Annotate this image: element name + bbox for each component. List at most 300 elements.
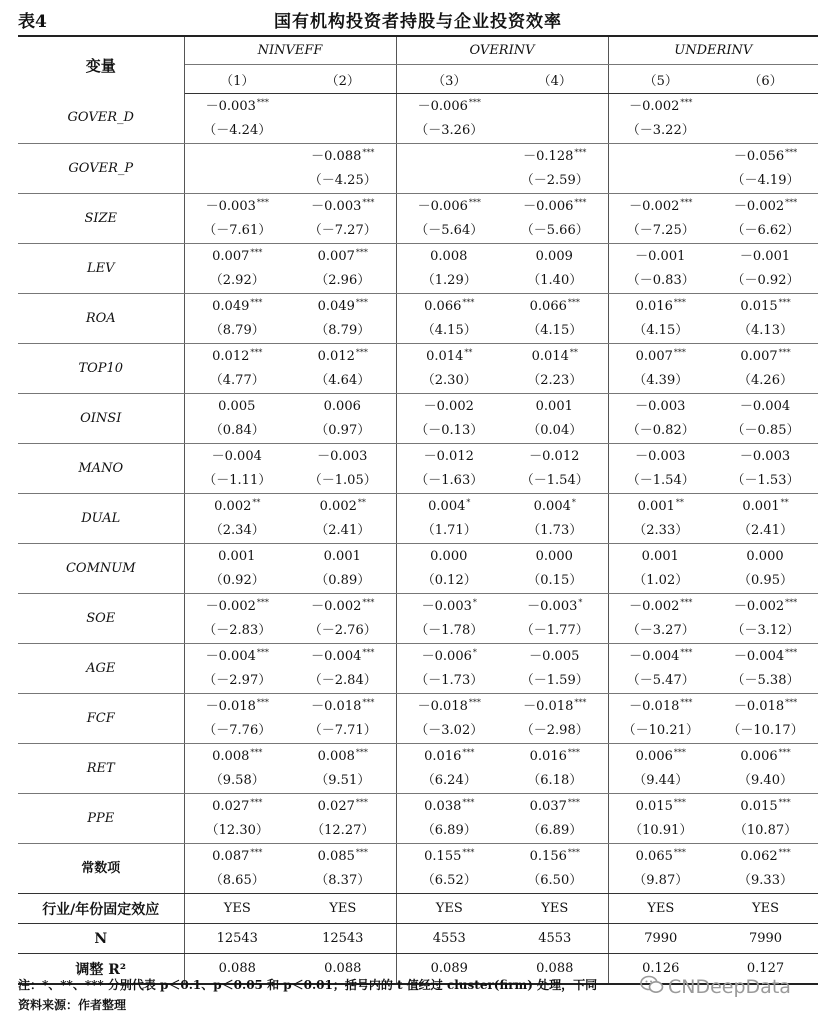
coefficient-cell	[396, 344, 502, 394]
t-statistic: （2.41）	[315, 523, 371, 538]
variable-name: RET	[18, 744, 184, 794]
coefficient-value: －0.128	[523, 149, 574, 165]
coefficient-cell	[502, 494, 608, 544]
variable-name: MANO	[18, 444, 184, 494]
significance-stars: ***	[567, 748, 580, 758]
coefficient-value: 0.000	[430, 549, 468, 565]
t-statistic: （9.51）	[315, 773, 371, 788]
coefficient-cell	[608, 144, 713, 194]
coefficient-cell	[396, 194, 502, 244]
coefficient-value: 0.008	[212, 749, 250, 765]
significance-stars: ***	[673, 798, 686, 808]
table-label: 表4	[18, 12, 47, 32]
coefficient-value: －0.003	[739, 449, 791, 465]
coefficient-value: 0.001	[323, 549, 361, 565]
coefficient-value: －0.018	[205, 699, 256, 715]
variable-name: AGE	[18, 644, 184, 694]
coefficient-cell	[713, 394, 818, 444]
coefficient-cell	[608, 844, 713, 894]
significance-stars: ***	[778, 348, 791, 358]
summary-value: 4553	[502, 924, 608, 954]
coefficient-cell	[184, 344, 290, 394]
regression-table	[18, 35, 818, 985]
t-statistic: （6.24）	[421, 773, 477, 788]
t-statistic: （－7.27）	[308, 223, 377, 238]
t-statistic: （4.13）	[738, 323, 793, 338]
coefficient-value: 0.016	[529, 749, 567, 765]
table-row	[18, 744, 818, 794]
significance-stars: ***	[256, 698, 269, 708]
t-statistic: （4.15）	[633, 323, 689, 338]
significance-stars: ***	[785, 648, 798, 658]
coefficient-value: －0.002	[311, 599, 362, 615]
significance-stars: ***	[362, 648, 375, 658]
coefficient-cell	[608, 494, 713, 544]
table-row	[18, 244, 818, 294]
coefficient-value: －0.018	[733, 699, 785, 715]
coefficient-value: 0.049	[317, 299, 355, 315]
t-statistic: （－0.13）	[415, 423, 484, 438]
coefficient-value: 0.008	[317, 749, 355, 765]
variable-name: ROA	[18, 294, 184, 344]
coefficient-value: 0.006	[323, 399, 361, 415]
t-statistic: （－4.19）	[731, 173, 800, 188]
summary-value: YES	[713, 894, 818, 924]
significance-stars: *	[472, 598, 477, 608]
t-statistic: （－10.21）	[622, 723, 699, 738]
variable-name: GOVER_P	[18, 144, 184, 194]
t-statistic: （6.52）	[421, 873, 477, 888]
coefficient-cell	[184, 394, 290, 444]
t-statistic: （2.34）	[209, 523, 265, 538]
coefficient-cell	[184, 94, 290, 144]
coefficient-value: －0.002	[629, 99, 680, 115]
coefficient-value: 0.015	[740, 799, 778, 815]
coefficient-cell	[290, 844, 396, 894]
significance-stars: ***	[362, 198, 375, 208]
t-statistic: （－3.27）	[626, 623, 695, 638]
coefficient-value: 0.016	[635, 299, 673, 315]
t-statistic: （10.87）	[733, 823, 798, 838]
t-statistic: （－3.26）	[415, 123, 484, 138]
significance-stars: ***	[256, 98, 269, 108]
t-statistic: （2.41）	[738, 523, 793, 538]
model-number: （2）	[290, 65, 396, 94]
watermark	[640, 975, 791, 1000]
table-row	[18, 294, 818, 344]
summary-value: 0.089	[396, 954, 502, 985]
t-statistic: （0.15）	[527, 573, 583, 588]
summary-label: 行业/年份固定效应	[18, 894, 184, 924]
group-header: NINVEFF	[184, 36, 396, 65]
coefficient-value: 0.027	[317, 799, 355, 815]
t-statistic: （－1.78）	[415, 623, 484, 638]
summary-value: YES	[608, 894, 713, 924]
coefficient-cell	[713, 794, 818, 844]
coefficient-cell	[713, 244, 818, 294]
table-row	[18, 194, 818, 244]
variable-name: TOP10	[18, 344, 184, 394]
summary-value: 0.126	[608, 954, 713, 985]
coefficient-cell	[713, 544, 818, 594]
coefficient-value: －0.003	[317, 449, 368, 465]
t-statistic: （－1.54）	[520, 473, 589, 488]
coefficient-cell	[713, 344, 818, 394]
coefficient-value: －0.001	[635, 249, 686, 265]
coefficient-cell	[502, 794, 608, 844]
coefficient-cell	[502, 144, 608, 194]
coefficient-value: 0.087	[212, 849, 250, 865]
variable-name: 常数项	[18, 844, 184, 894]
summary-value: 7990	[713, 924, 818, 954]
significance-stars: ***	[256, 198, 269, 208]
coefficient-value: 0.006	[740, 749, 778, 765]
t-statistic: （9.87）	[633, 873, 689, 888]
coefficient-value: 0.001	[535, 399, 573, 415]
significance-stars: ***	[778, 748, 791, 758]
t-statistic: （9.44）	[633, 773, 689, 788]
t-statistic: （－2.59）	[520, 173, 589, 188]
table-row	[18, 494, 818, 544]
coefficient-value: 0.001	[637, 499, 675, 515]
coefficient-value: －0.056	[733, 149, 785, 165]
coefficient-value: 0.062	[740, 849, 778, 865]
t-statistic: （－1.05）	[308, 473, 377, 488]
coefficient-value: －0.088	[311, 149, 362, 165]
coefficient-value: 0.007	[212, 249, 250, 265]
significance-stars: ***	[680, 598, 693, 608]
significance-stars: ***	[462, 848, 475, 858]
significance-stars: *	[472, 648, 477, 658]
significance-stars: ***	[250, 348, 263, 358]
coefficient-cell	[396, 844, 502, 894]
coefficient-value: －0.003	[635, 399, 686, 415]
significance-stars: ***	[462, 798, 475, 808]
significance-stars: ***	[574, 148, 587, 158]
t-statistic: （－2.76）	[308, 623, 377, 638]
table-row	[18, 844, 818, 894]
t-statistic: （6.89）	[421, 823, 477, 838]
table-row	[18, 344, 818, 394]
coefficient-value: －0.003	[311, 199, 362, 215]
coefficient-cell	[713, 644, 818, 694]
coefficient-cell	[396, 144, 502, 194]
coefficient-cell	[290, 744, 396, 794]
coefficient-value: 0.001	[641, 549, 679, 565]
summary-label: N	[18, 924, 184, 954]
coefficient-value: 0.001	[218, 549, 256, 565]
significance-stars: ***	[355, 748, 368, 758]
significance-stars: ***	[785, 198, 798, 208]
coefficient-cell	[608, 694, 713, 744]
t-statistic: （1.73）	[527, 523, 583, 538]
coefficient-cell	[502, 444, 608, 494]
t-statistic: （－1.11）	[203, 473, 272, 488]
group-header: OVERINV	[396, 36, 608, 65]
coefficient-cell	[184, 744, 290, 794]
coefficient-cell	[608, 194, 713, 244]
coefficient-cell	[502, 94, 608, 144]
t-statistic: （－6.62）	[731, 223, 800, 238]
significance-stars: ***	[778, 798, 791, 808]
t-statistic: （－3.12）	[731, 623, 800, 638]
coefficient-value: －0.003	[527, 599, 578, 615]
coefficient-cell	[608, 94, 713, 144]
coefficient-cell	[608, 244, 713, 294]
t-statistic: （－2.98）	[520, 723, 589, 738]
coefficient-cell	[184, 294, 290, 344]
variable-name: GOVER_D	[18, 94, 184, 144]
significance-stars: ***	[468, 198, 481, 208]
summary-value: 0.088	[184, 954, 290, 985]
model-number: （3）	[396, 65, 502, 94]
coefficient-cell	[290, 344, 396, 394]
coefficient-value: 0.015	[740, 299, 778, 315]
coefficient-value: 0.001	[742, 499, 780, 515]
coefficient-cell	[184, 494, 290, 544]
coefficient-cell	[184, 694, 290, 744]
t-statistic: （－4.24）	[203, 123, 272, 138]
significance-stars: ***	[256, 648, 269, 658]
significance-stars: **	[675, 498, 684, 508]
t-statistic: （－10.17）	[727, 723, 804, 738]
coefficient-cell	[713, 594, 818, 644]
significance-stars: *	[466, 498, 471, 508]
watermark-text: CNDeepData	[668, 976, 791, 998]
significance-stars: ***	[355, 798, 368, 808]
t-statistic: （－1.73）	[415, 673, 484, 688]
coefficient-cell	[184, 444, 290, 494]
coefficient-cell	[608, 744, 713, 794]
t-statistic: （12.27）	[311, 823, 375, 838]
significance-stars: ***	[250, 848, 263, 858]
table-row	[18, 594, 818, 644]
t-statistic: （9.58）	[209, 773, 265, 788]
significance-stars: ***	[574, 198, 587, 208]
coefficient-cell	[290, 644, 396, 694]
coefficient-cell	[396, 394, 502, 444]
coefficient-cell	[184, 844, 290, 894]
coefficient-cell	[502, 644, 608, 694]
significance-stars: ***	[355, 348, 368, 358]
t-statistic: （2.96）	[315, 273, 371, 288]
t-statistic: （－1.54）	[626, 473, 695, 488]
coefficient-value: 0.008	[430, 249, 468, 265]
coefficient-value: －0.004	[733, 649, 785, 665]
t-statistic: （4.77）	[209, 373, 265, 388]
coefficient-cell	[184, 594, 290, 644]
coefficient-cell	[290, 144, 396, 194]
t-statistic: （－5.47）	[626, 673, 695, 688]
coefficient-value: 0.004	[533, 499, 571, 515]
coefficient-cell	[608, 594, 713, 644]
significance-stars: ***	[785, 698, 798, 708]
model-number: （6）	[713, 65, 818, 94]
summary-value: 0.088	[290, 954, 396, 985]
coefficient-value: 0.085	[317, 849, 355, 865]
table-row	[18, 94, 818, 144]
t-statistic: （－1.77）	[520, 623, 589, 638]
coefficient-value: 0.049	[212, 299, 250, 315]
coefficient-value: 0.066	[424, 299, 462, 315]
coefficient-cell	[184, 144, 290, 194]
table-row	[18, 144, 818, 194]
coefficient-cell	[396, 94, 502, 144]
significance-stars: **	[569, 348, 578, 358]
header-row-groups	[18, 36, 818, 65]
variable-name: OINSI	[18, 394, 184, 444]
t-statistic: （1.40）	[527, 273, 583, 288]
coefficient-value: －0.006	[417, 199, 468, 215]
coefficient-value: 0.007	[740, 349, 778, 365]
t-statistic: （10.91）	[629, 823, 693, 838]
summary-row	[18, 924, 818, 954]
t-statistic: （－0.85）	[731, 423, 800, 438]
t-statistic: （2.92）	[209, 273, 265, 288]
t-statistic: （－1.53）	[731, 473, 800, 488]
t-statistic: （1.02）	[633, 573, 689, 588]
t-statistic: （2.30）	[421, 373, 477, 388]
t-statistic: （2.33）	[633, 523, 689, 538]
significance-stars: ***	[256, 598, 269, 608]
variable-name: DUAL	[18, 494, 184, 544]
significance-stars: ***	[567, 298, 580, 308]
t-statistic: （6.89）	[527, 823, 583, 838]
coefficient-value: 0.014	[531, 349, 569, 365]
coefficient-cell	[502, 294, 608, 344]
coefficient-value: 0.037	[529, 799, 567, 815]
table-row	[18, 444, 818, 494]
coefficient-value: －0.018	[523, 699, 574, 715]
t-statistic: （8.79）	[209, 323, 265, 338]
t-statistic: （12.30）	[205, 823, 269, 838]
coefficient-cell	[290, 444, 396, 494]
coefficient-value: 0.000	[535, 549, 573, 565]
t-statistic: （6.18）	[527, 773, 583, 788]
summary-value: 7990	[608, 924, 713, 954]
coefficient-cell	[396, 494, 502, 544]
coefficient-cell	[184, 194, 290, 244]
significance-stars: ***	[468, 698, 481, 708]
coefficient-cell	[713, 294, 818, 344]
coefficient-value: －0.018	[629, 699, 680, 715]
variable-name: COMNUM	[18, 544, 184, 594]
coefficient-cell	[713, 194, 818, 244]
coefficient-value: 0.004	[428, 499, 466, 515]
t-statistic: （－0.82）	[626, 423, 695, 438]
significance-stars: ***	[462, 298, 475, 308]
t-statistic: （2.23）	[527, 373, 583, 388]
coefficient-value: －0.002	[423, 399, 474, 415]
coefficient-value: 0.015	[635, 799, 673, 815]
coefficient-value: 0.155	[424, 849, 462, 865]
coefficient-value: －0.004	[739, 399, 791, 415]
significance-stars: ***	[250, 298, 263, 308]
coefficient-cell	[290, 544, 396, 594]
t-statistic: （0.84）	[209, 423, 265, 438]
coefficient-value: －0.018	[311, 699, 362, 715]
significance-stars: ***	[250, 798, 263, 808]
coefficient-value: －0.004	[211, 449, 262, 465]
summary-value: 0.088	[502, 954, 608, 985]
significance-stars: ***	[673, 298, 686, 308]
coefficient-cell	[184, 244, 290, 294]
significance-stars: **	[464, 348, 473, 358]
coefficient-cell	[290, 244, 396, 294]
summary-value: 12543	[290, 924, 396, 954]
summary-label: 调整 R²	[18, 954, 184, 985]
t-statistic: （－2.84）	[308, 673, 377, 688]
t-statistic: （－5.66）	[520, 223, 589, 238]
summary-value: YES	[502, 894, 608, 924]
significance-stars: ***	[250, 248, 263, 258]
note-significance: 注：*、**、*** 分别代表 p＜0.1、p＜0.05 和 p＜0.01；括号内的 t 值经过 cluster(firm) 处理，下同	[18, 978, 598, 992]
table-row	[18, 644, 818, 694]
summary-value: 0.127	[713, 954, 818, 985]
summary-row	[18, 894, 818, 924]
coefficient-value: 0.014	[426, 349, 464, 365]
significance-stars: ***	[673, 348, 686, 358]
coefficient-value: －0.006	[421, 649, 472, 665]
coefficient-cell	[290, 794, 396, 844]
table-row	[18, 694, 818, 744]
coefficient-value: －0.018	[417, 699, 468, 715]
significance-stars: ***	[250, 748, 263, 758]
t-statistic: （9.40）	[738, 773, 793, 788]
summary-value: 12543	[184, 924, 290, 954]
significance-stars: ***	[362, 598, 375, 608]
coefficient-cell	[290, 94, 396, 144]
coefficient-value: 0.012	[317, 349, 355, 365]
coefficient-cell	[608, 444, 713, 494]
t-statistic: （0.95）	[738, 573, 793, 588]
coefficient-value: 0.027	[212, 799, 250, 815]
coefficient-cell	[713, 94, 818, 144]
coefficient-cell	[502, 244, 608, 294]
table-row	[18, 794, 818, 844]
coefficient-value: 0.016	[424, 749, 462, 765]
coefficient-cell	[608, 344, 713, 394]
coefficient-cell	[396, 744, 502, 794]
coefficient-value: 0.007	[635, 349, 673, 365]
coefficient-cell	[290, 694, 396, 744]
coefficient-cell	[502, 694, 608, 744]
coefficient-value: －0.006	[523, 199, 574, 215]
significance-stars: ***	[574, 698, 587, 708]
coefficient-cell	[184, 794, 290, 844]
coefficient-cell	[608, 294, 713, 344]
coefficient-cell	[396, 694, 502, 744]
significance-stars: ***	[355, 248, 368, 258]
coefficient-value: 0.002	[319, 499, 357, 515]
coefficient-value: －0.003	[421, 599, 472, 615]
coefficient-cell	[608, 394, 713, 444]
significance-stars: **	[357, 498, 366, 508]
coefficient-cell	[502, 544, 608, 594]
coefficient-value: 0.038	[424, 799, 462, 815]
t-statistic: （－2.83）	[203, 623, 272, 638]
t-statistic: （0.92）	[209, 573, 265, 588]
table-title: 国有机构投资者持股与企业投资效率	[274, 12, 562, 32]
coefficient-cell	[713, 694, 818, 744]
t-statistic: （－0.92）	[731, 273, 800, 288]
variable-name: FCF	[18, 694, 184, 744]
t-statistic: （9.33）	[738, 873, 793, 888]
t-statistic: （0.89）	[315, 573, 371, 588]
coefficient-value: 0.066	[529, 299, 567, 315]
coefficient-cell	[290, 194, 396, 244]
t-statistic: （－4.25）	[308, 173, 377, 188]
